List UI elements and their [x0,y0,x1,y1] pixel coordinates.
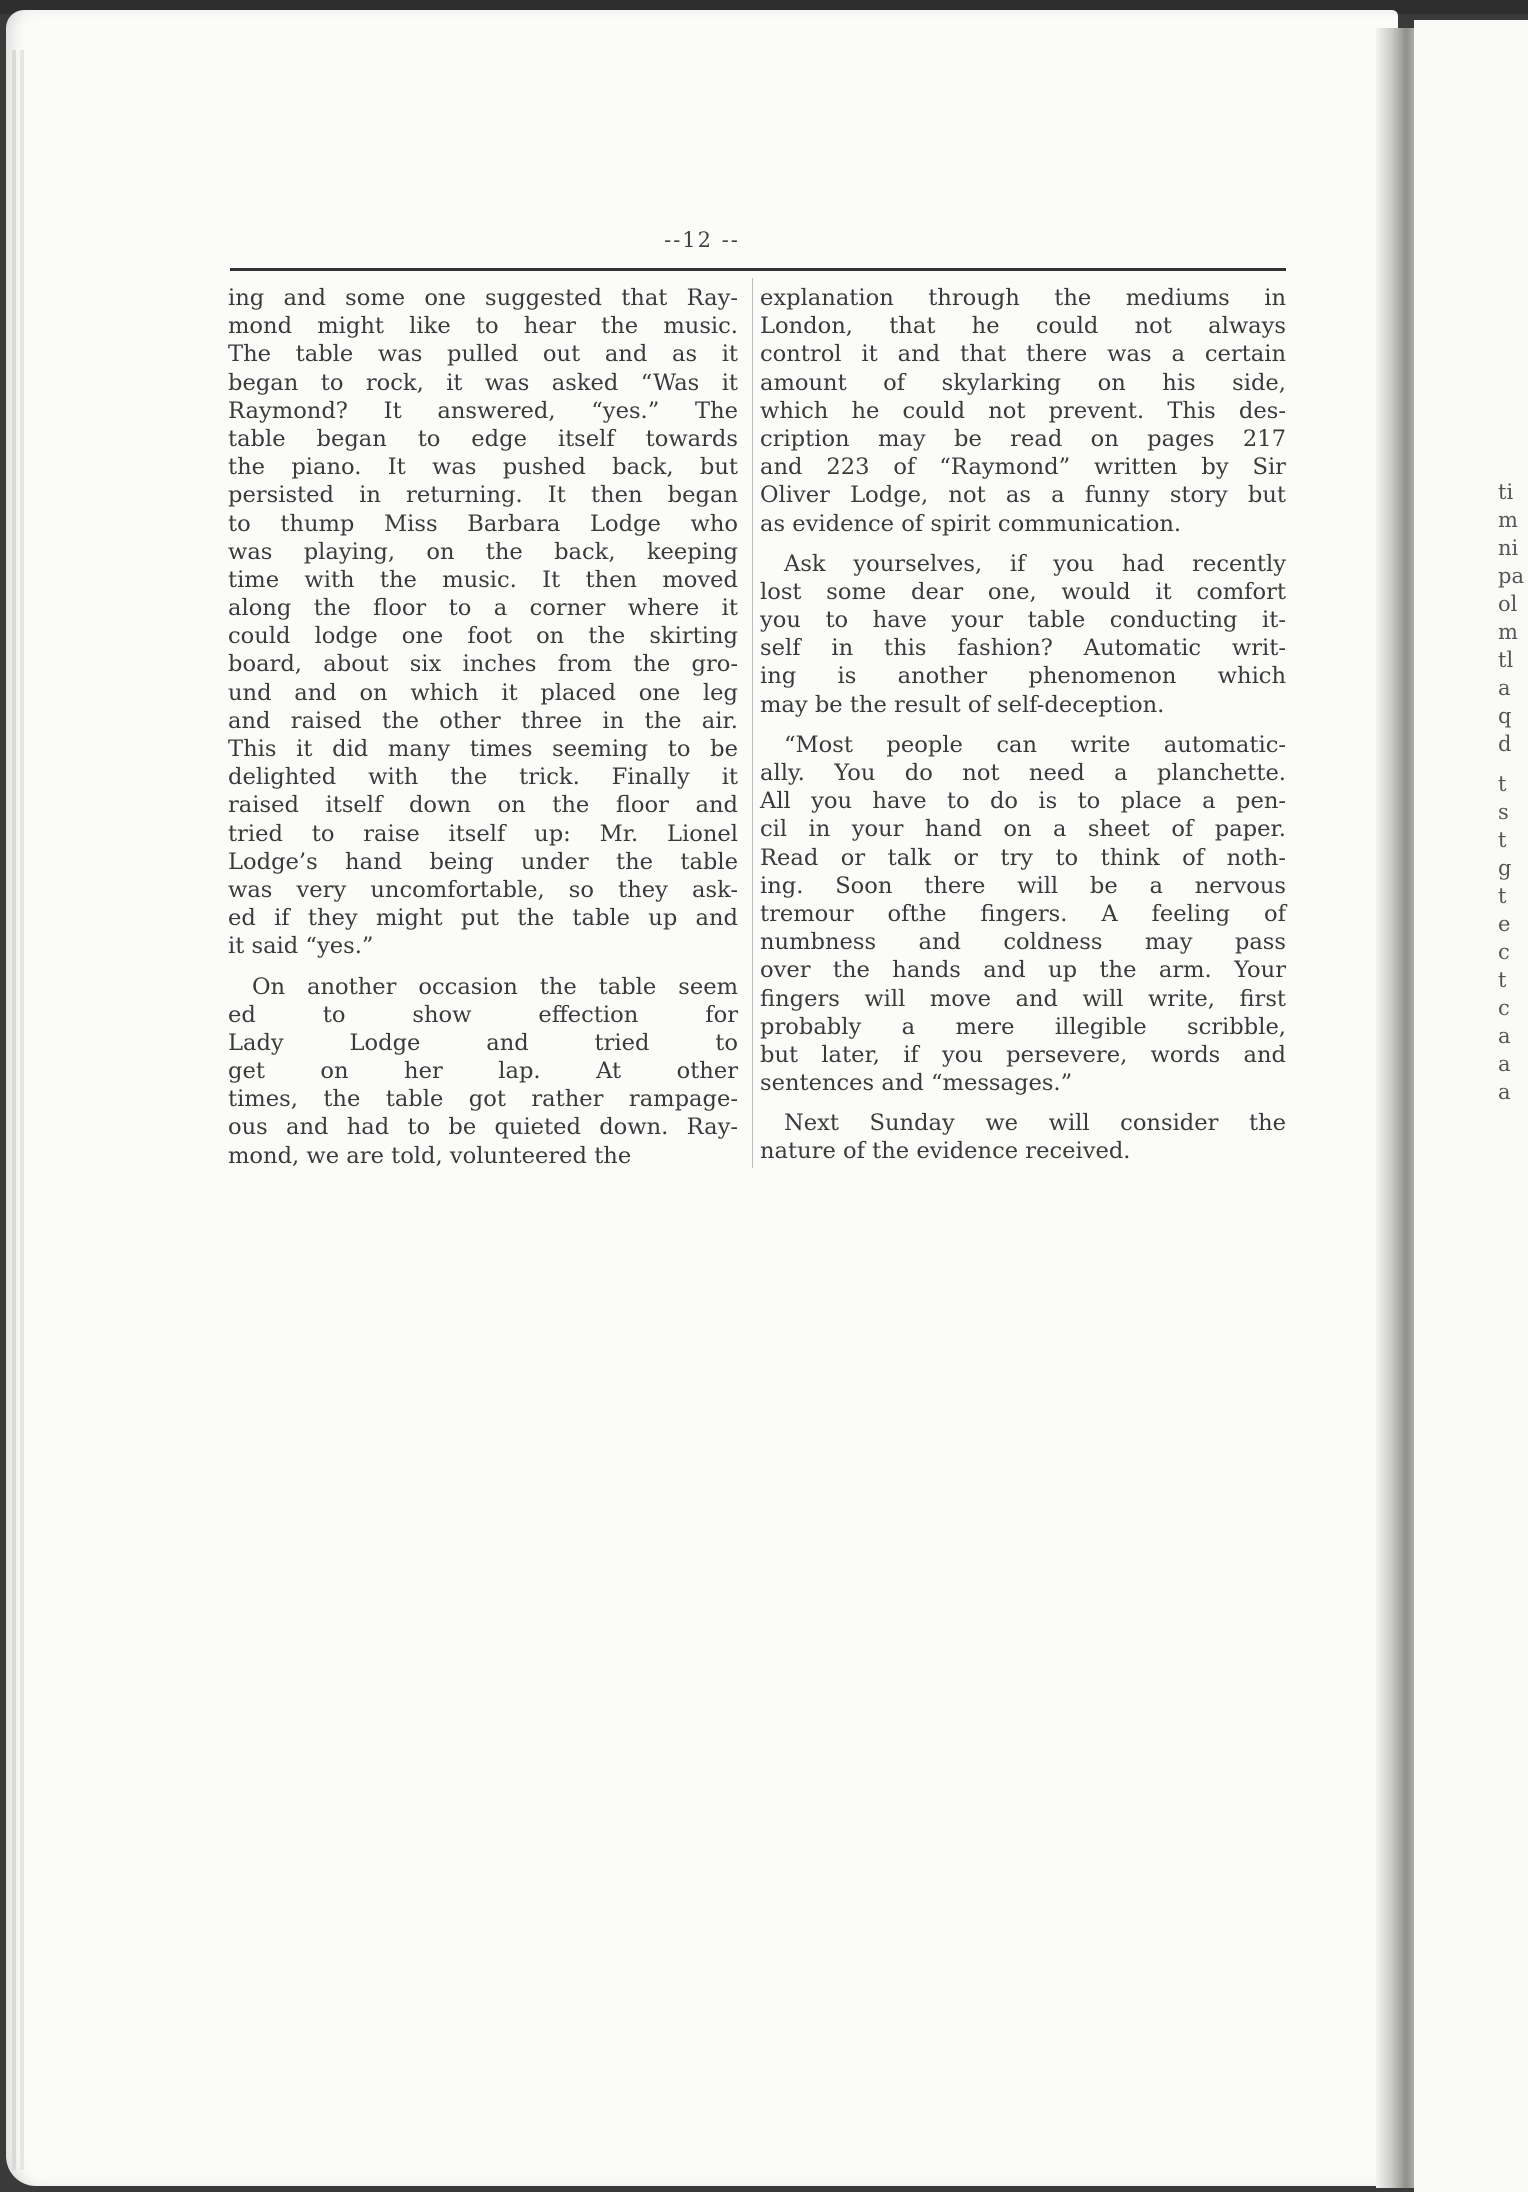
text-line: ing. Soon there will be a nervous [760,872,1286,899]
text-line: London, that he could not always [760,313,1286,340]
text-line: it said “yes.” [228,933,374,960]
text-line: This it did many times seeming to be [228,736,738,762]
paragraph [228,973,738,1170]
paragraph [760,550,1286,719]
next-page-fragment: e [1498,912,1511,936]
next-page-fragment: a [1498,1080,1511,1104]
page-edge [12,50,16,2170]
text-line: lost some dear one, would it comfort [760,578,1286,605]
text-line: ing is another phenomenon which [760,663,1286,690]
text-line: amount of skylarking on his side, [760,369,1286,396]
header-rule [230,268,1286,271]
text-line: Lady Lodge and tried to [228,1029,738,1056]
text-line: raised itself down on the floor and [228,792,738,819]
text-line: cription may be read on pages 217 [760,425,1286,452]
text-line: table began to edge itself towards [228,425,738,452]
text-line: numbness and coldness may pass [760,929,1286,956]
next-page-fragment: c [1498,940,1510,964]
text-line: Oliver Lodge, not as a funny story but [760,482,1286,509]
text-line: get on her lap. At other [228,1058,738,1085]
left-column [228,284,738,1170]
text-line: und and on which it placed one leg [228,679,738,706]
text-line: All you have to do is to place a pen- [760,788,1286,815]
text-line: and 223 of “Raymond” written by Sir [760,454,1286,481]
text-line: fingers will move and will write, first [760,985,1286,1012]
paragraph-gap [760,719,1286,731]
paragraph [760,731,1286,1097]
next-page-fragment: c [1498,996,1510,1020]
text-line: began to rock, it was asked “Was it [228,369,738,396]
text-line: times, the table got rather rampage- [228,1086,738,1113]
next-page-fragment: t [1498,828,1507,852]
text-line: ed if they might put the table up and [228,905,738,932]
text-line: self in this fashion? Automatic writ- [760,635,1286,662]
paragraph-gap [760,1097,1286,1109]
text-line: was playing, on the back, keeping [228,538,738,565]
next-page-fragment: t [1498,968,1507,992]
next-page-fragment: ol [1498,592,1518,616]
page-edge [20,50,24,2170]
text-line: board, about six inches from the gro- [228,651,738,678]
next-page-fragment: t [1498,884,1507,908]
text-line: control it and that there was a certain [760,341,1286,368]
text-line: Ask yourselves, if you had recently [784,550,1286,577]
text-line: Raymond? It answered, “yes.” The [228,397,738,424]
text-line: Next Sunday we will consider the [784,1110,1286,1137]
next-page-fragment: a [1498,1052,1511,1076]
text-line: tried to raise itself up: Mr. Lionel [228,820,738,847]
text-line: Lodge’s hand being under the table [228,848,738,875]
column-divider [752,278,753,1168]
text-line: time with the music. It then moved [228,566,738,593]
text-line: explanation through the mediums in [760,285,1286,311]
text-line: and raised the other three in the air. [228,707,738,734]
text-line: was very uncomfortable, so they ask- [228,876,738,903]
next-page-edge [1414,20,1528,2192]
paragraph-gap [228,961,738,973]
next-page-fragment: ni [1498,536,1519,560]
book-page [6,10,1398,2186]
text-line: cil in your hand on a sheet of paper. [760,816,1286,843]
next-page-fragment: m [1498,620,1518,644]
right-column [760,284,1286,1166]
text-line: ally. You do not need a planchette. [760,760,1286,786]
text-line: tremour ofthe fingers. A feeling of [760,900,1286,927]
book-gutter [1376,28,1416,2188]
text-line: could lodge one foot on the skirting [228,623,738,650]
text-line: which he could not prevent. This des- [760,397,1286,424]
text-line: ing and some one suggested that Ray- [228,285,738,311]
next-page-fragment: t [1498,772,1507,796]
paragraph [760,284,1286,538]
next-page-fragment: ti [1498,480,1514,504]
text-line: On another occasion the table seem [252,973,738,1000]
text-line: over the hands and up the arm. Your [760,957,1286,984]
text-line: nature of the evidence received. [760,1138,1131,1165]
text-line: delighted with the trick. Finally it [228,764,738,791]
text-line: as evidence of spirit communication. [760,510,1182,537]
text-line: sentences and “messages.” [760,1070,1073,1097]
text-line: “Most people can write automatic- [784,731,1286,758]
text-line: persisted in returning. It then began [228,482,738,509]
next-page-fragment: tl [1498,648,1514,672]
page-number: --12 -- [664,228,740,252]
paragraph [228,284,738,961]
text-line: may be the result of self-deception. [760,691,1165,718]
text-line: the piano. It was pushed back, but [228,454,738,481]
text-line: ed to show effection for [228,1001,738,1028]
next-page-fragment: pa [1498,564,1524,588]
text-line: to thump Miss Barbara Lodge who [228,510,738,537]
next-page-fragment: s [1498,800,1509,824]
paragraph-gap [760,538,1286,550]
text-line: mond might like to hear the music. [228,313,738,340]
next-page-fragment: a [1498,1024,1511,1048]
text-line: probably a mere illegible scribble, [760,1013,1286,1040]
next-page-fragment: a [1498,676,1511,700]
next-page-fragment: q [1498,704,1512,728]
text-line: The table was pulled out and as it [228,341,738,368]
text-line: along the floor to a corner where it [228,595,738,622]
paragraph [760,1109,1286,1165]
next-page-fragment: g [1498,856,1512,880]
text-line: mond, we are told, volunteered the [228,1142,632,1169]
text-line: ous and had to be quieted down. Ray- [228,1114,738,1141]
text-line: Read or talk or try to think of noth- [760,844,1286,871]
text-line: you to have your table conducting it- [760,607,1286,634]
next-page-fragment: d [1498,732,1512,756]
next-page-fragment: m [1498,508,1518,532]
text-line: but later, if you persevere, words and [760,1041,1286,1068]
